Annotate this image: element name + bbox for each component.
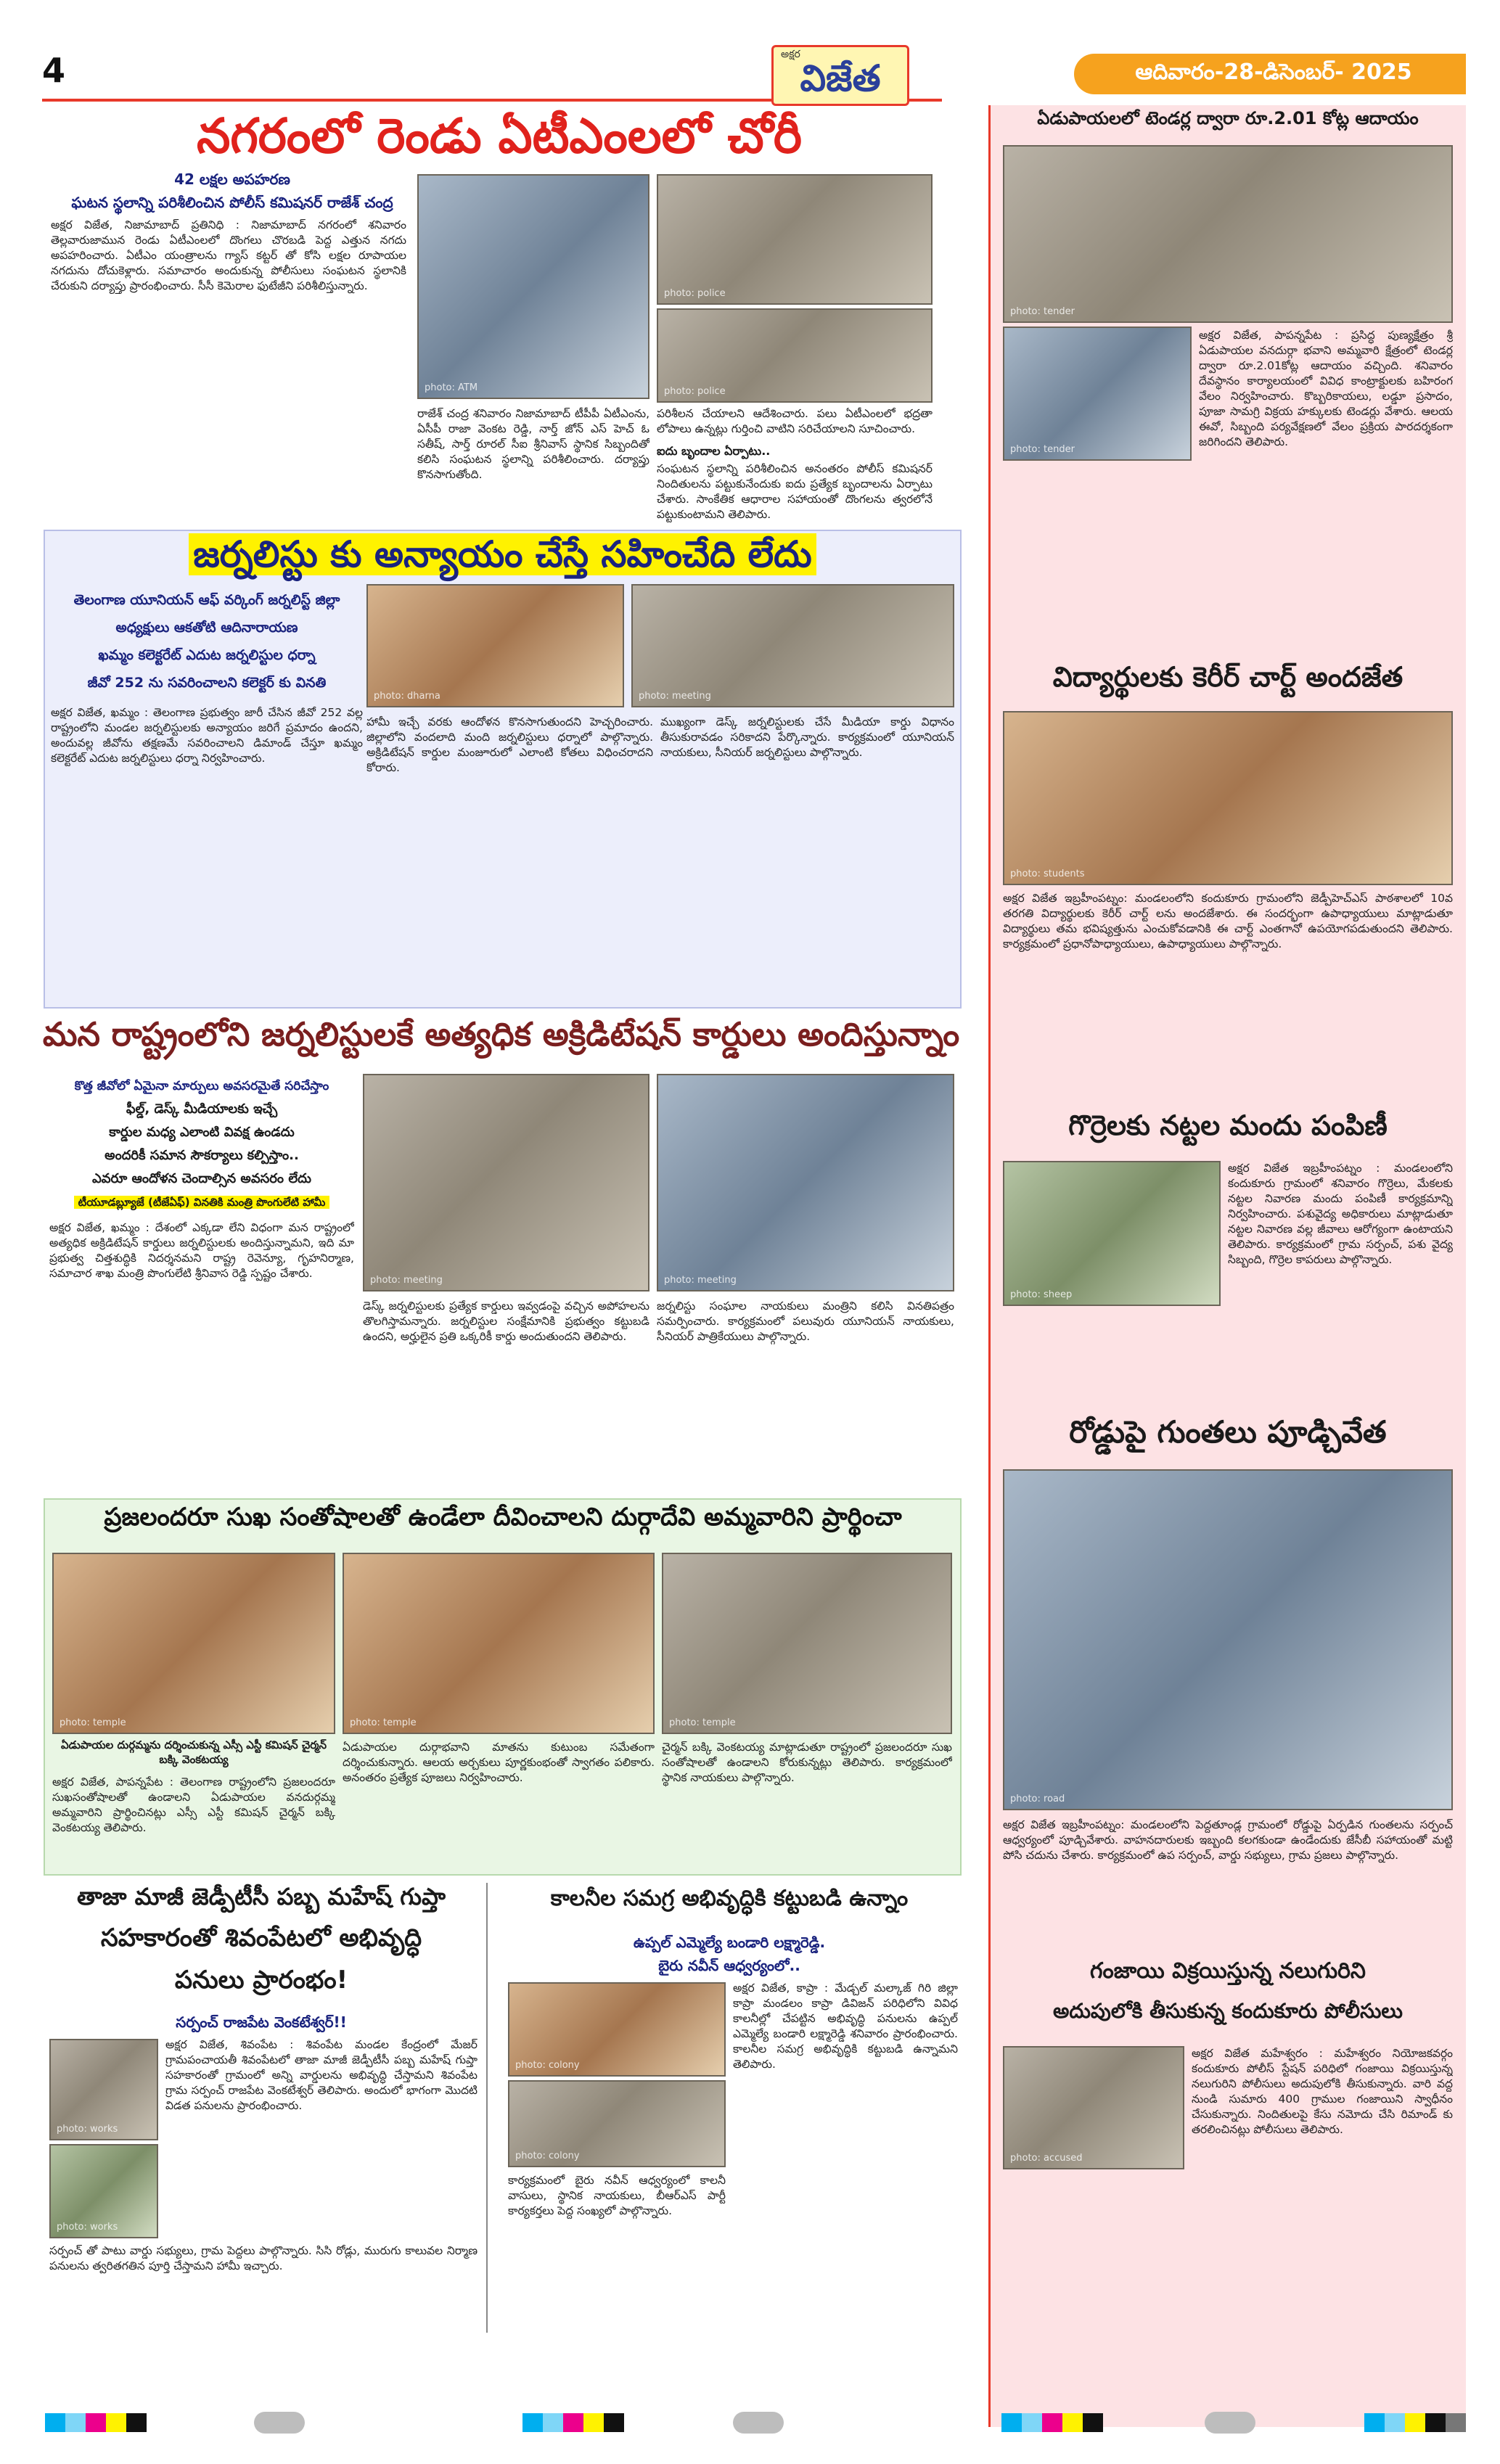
reg-yellow bbox=[1062, 2413, 1083, 2432]
story1-sub2: ఘటన స్థలాన్ని పరిశీలించిన పోలీస్ కమిషనర్ రాజేశ్ చంద్ర bbox=[71, 194, 393, 211]
reg-light-cyan bbox=[1022, 2413, 1042, 2432]
photo-label: photo: temple bbox=[350, 1717, 417, 1728]
story3-headline: మన రాష్ట్రంలోని జర్నలిస్టులకే అత్యధిక అక్రిడిటేషన్ కార్డులు అందిస్తున్నాం bbox=[42, 1015, 960, 1054]
story2-body: అక్షర విజేత, ఖమ్మం : తెలంగాణ ప్రభుత్వం జారీ చేసిన జీవో 252 వల్ల రాష్ట్రంలోని మండల జర్నలిస్టులకు అన్యాయం జరిగే ప్రమాదం ఉందని, అందువల్ల జీవోను తక్షణమే సవరించాలని డిమాండ్ చేస్తూ ఖమ్మం కలెక్టరేట్ ఎదుట జర్నలిస్టులు ధర్నా నిర్వహించారు. bbox=[51, 706, 363, 765]
photo-label: photo: ATM bbox=[425, 382, 478, 393]
story2-body3: ముఖ్యంగా డెస్క్ జర్నలిస్టులకు చేసే మీడియా కార్డు విధానం తీసుకురావడం సరికాదని పేర్కొన్నారు. కార్యక్రమంలో యూనియన్ నాయకులు, సీనియర్ జర్నలిస్టులు పాల్గొన్నారు. bbox=[660, 715, 954, 759]
story3-photo-2 bbox=[657, 1074, 954, 1291]
story5-headline2: సహకారంతో శివంపేటలో అభివృద్ధి bbox=[100, 1923, 422, 1952]
story1-body: అక్షర విజేత, నిజామాబాద్ ప్రతినిధి : నిజామాబాద్ నగరంలో శనివారం తెల్లవారుజామున రెండు ఏటీఎంలలో దొంగలు చొరబడి పెద్ద ఎత్తున నగదు అపహరించారు. ఏటీఎం యంత్రాలను గ్యాస్ కట్టర్ తో కోసి లక్షల రూపాయల నగదును దోచుకెళ్లారు. సమాచారం అందుకున్న పోలీసులు సంఘటన స్థలానికి చేరుకుని దర్యాప్తు ప్రారంభించారు. సీసీ కెమెరాల ఫుటేజీని పరిశీలిస్తున్నారు. bbox=[51, 218, 406, 292]
story4-caption: ఏడుపాయల దుర్గమ్మను దర్శించుకున్న ఎస్సీ ఎస్టీ కమిషన్ చైర్మన్ బక్కి వెంకటయ్య bbox=[60, 1738, 327, 1766]
story4-body3: చైర్మన్ బక్కి వెంకటయ్య మాట్లాడుతూ రాష్ట్రంలో ప్రజలందరూ సుఖ సంతోషాలతో ఉండాలని కోరుకున్నట్లు తెలిపారు. కార్యక్రమంలో స్థానిక నాయకులు పాల్గొన్నారు. bbox=[662, 1741, 952, 1784]
story3-body3: జర్నలిస్టు సంఘాల నాయకులు మంత్రిని కలిసి వినతిపత్రం సమర్పించారు. కార్యక్రమంలో పలువురు యూనియన్ నాయకులు, సీనియర్ పాత్రికేయులు పాల్గొన్నారు. bbox=[657, 1299, 954, 1343]
story3-photo-1 bbox=[363, 1074, 649, 1291]
reg-gray bbox=[1446, 2413, 1466, 2432]
story2-sub3: ఖమ్మం కలెక్టరేట్ ఎదుట జర్నలిస్టుల ధర్నా bbox=[98, 647, 316, 663]
story4-body: అక్షర విజేత, పాపన్నపేట : తెలంగాణ రాష్ట్రంలోని ప్రజలందరూ సుఖసంతోషాలతో ఉండాలని ఏడుపాయల వనదుర్గమ్మ అమ్మవారిని ప్రార్థించినట్లు ఎస్సీ ఎస్టీ కమిషన్ చైర్మన్ బక్కి వెంకటయ్య తెలిపారు. bbox=[52, 1775, 335, 1834]
story4-photo-1 bbox=[52, 1553, 335, 1734]
story6-headline: కాలనీల సమగ్ర అభివృద్ధికి కట్టుబడి ఉన్నాం bbox=[550, 1886, 909, 1911]
logo-text: విజేత bbox=[800, 57, 881, 99]
registration-oval bbox=[733, 2412, 784, 2434]
reg-light-cyan bbox=[1385, 2413, 1405, 2432]
date-line: ఆదివారం-28-డిసెంబర్- 2025 bbox=[1135, 59, 1412, 85]
photo-label: photo: sheep bbox=[1010, 1289, 1073, 1300]
story4-body2: ఏడుపాయల దుర్గాభవాని మాతను కుటుంబ సమేతంగా దర్శించుకున్నారు. ఆలయ అర్చకులు పూర్ణకుంభంతో స్వాగతం పలికారు. అనంతరం ప్రత్యేక పూజలు నిర్వహించారు. bbox=[343, 1741, 655, 1784]
story1-inner-head: ఐదు బృందాల ఏర్పాటు.. bbox=[657, 444, 771, 458]
right5-headline1: గంజాయి విక్రయిస్తున్న నలుగురిని bbox=[1090, 1958, 1366, 1984]
story2-sub2: అధ్యక్షులు ఆకతోటి ఆదినారాయణ bbox=[115, 620, 298, 636]
story5-sub: సర్పంచ్ రాజపేట వెంకటేశ్వర్!! bbox=[176, 2013, 347, 2031]
story3-sub5: ఎవరూ ఆందోళన చెందాల్సిన అవసరం లేదు bbox=[91, 1171, 312, 1186]
photo-label: photo: works bbox=[57, 2222, 118, 2233]
right2-photo bbox=[1003, 711, 1453, 885]
story4-headline: ప్రజలందరూ సుఖ సంతోషాలతో ఉండేలా దీవించాలని దుర్గాదేవి అమ్మవారిని ప్రార్థించా bbox=[104, 1503, 902, 1532]
reg-black bbox=[1425, 2413, 1446, 2432]
reg-light-cyan bbox=[543, 2413, 563, 2432]
story3-sub2: ఫీల్డ్, డెస్క్ మీడియాలకు ఇచ్చే bbox=[126, 1101, 278, 1117]
story2-photo-meeting bbox=[631, 584, 954, 707]
story6-photo-1 bbox=[508, 1982, 726, 2077]
right2-body: అక్షర విజేత ఇబ్రహీంపట్నం: మండలంలోని కందుకూరు గ్రామంలోని జెడ్పీహెచ్ఎస్ పాఠశాలలో 10వ తరగతి విద్యార్థులకు కెరీర్ చార్ట్ లను అందజేశారు. ఈ సందర్భంగా ఉపాధ్యాయులు మాట్లాడుతూ విద్యార్థులు తమ భవిష్యత్తును ఎంచుకోవడానికి ఈ చార్ట్ ఎంతగానో ఉపయోగపడుతుందని తెలిపారు. కార్యక్రమంలో ప్రధానోపాధ్యాయులు, ఉపాధ్యాయులు పాల్గొన్నారు. bbox=[1003, 892, 1453, 950]
reg-cyan bbox=[1364, 2413, 1385, 2432]
right4-headline: రోడ్డుపై గుంతలు పూడ్చివేత bbox=[1069, 1414, 1387, 1450]
story6-body2: కార్యక్రమంలో బైరు నవీన్ ఆధ్వర్యంలో కాలనీ వాసులు, స్థానిక నాయకులు, బీఆర్ఎస్ పార్టీ కార్యకర్తలు పెద్ద సంఖ్యలో పాల్గొన్నారు. bbox=[508, 2174, 726, 2217]
story1-sub1: 42 లక్షల అపహరణ bbox=[174, 171, 290, 188]
right1-photo-2 bbox=[1003, 327, 1192, 461]
story1-photo-police-2 bbox=[657, 308, 933, 403]
story3-sub6 bbox=[49, 1190, 354, 1215]
registration-marks-mid bbox=[522, 2413, 624, 2432]
photo-label: photo: temple bbox=[60, 1717, 126, 1728]
reg-black bbox=[604, 2413, 624, 2432]
reg-black bbox=[126, 2413, 147, 2432]
reg-yellow bbox=[1405, 2413, 1425, 2432]
right3-photo bbox=[1003, 1161, 1221, 1306]
reg-cyan bbox=[1001, 2413, 1022, 2432]
story5-photo-2 bbox=[49, 2144, 158, 2238]
story3-body2: డెస్క్ జర్నలిస్టులకు ప్రత్యేక కార్డులు ఇవ్వడంపై వచ్చిన అపోహలను తొలగిస్తామన్నారు. జర్నలిస్టుల సంక్షేమానికి ప్రభుత్వం కట్టుబడి ఉందని, అర్హులైన ప్రతి ఒక్కరికీ కార్డు అందుతుందని తెలిపారు. bbox=[363, 1299, 649, 1343]
story1-headline: నగరంలో రెండు ఏటీఎంలలో చోరీ bbox=[196, 108, 802, 164]
story3-sub1: కొత్త జీవోలో ఏమైనా మార్పులు అవసరమైతే సరిచేస్తాం bbox=[74, 1079, 329, 1093]
right1-photo-1 bbox=[1003, 145, 1453, 323]
story5-headline3: పనులు ప్రారంభం! bbox=[174, 1966, 348, 1995]
story5-headline1: తాజా మాజీ జెడ్పీటీసీ పబ్బ మహేష్ గుప్తా bbox=[77, 1883, 446, 1910]
masthead-logo bbox=[771, 45, 909, 106]
story3-sub3: కార్డుల మధ్య ఎలాంటి వివక్ష ఉండదు bbox=[109, 1125, 295, 1140]
story1-body3: పరిశీలన చేయాలని ఆదేశించారు. పలు ఏటీఎంలలో భద్రతా లోపాలు ఉన్నట్లు గుర్తించి వాటిని సరిచేయాలని సూచించారు. bbox=[657, 407, 933, 435]
story6-body: అక్షర విజేత, కాప్రా : మేడ్చల్ మల్కాజ్ గిరి జిల్లా కాప్రా మండలం కాప్రా డివిజన్ పరిధిలోని వివిధ కాలనీల్లో చేపట్టిన అభివృద్ధి పనులను ఉప్పల్ ఎమ్మెల్యే బండారి లక్ష్మారెడ్డి శనివారం ప్రారంభించారు. కాలనీల సమగ్ర అభివృద్ధికి కట్టుబడి ఉన్నామని తెలిపారు. bbox=[733, 1982, 958, 2071]
photo-label: photo: tender bbox=[1010, 444, 1075, 455]
story5-body2: సర్పంచ్ తో పాటు వార్డు సభ్యులు, గ్రామ పెద్దలు పాల్గొన్నారు. సిసి రోడ్లు, మురుగు కాలువల నిర్మాణ పనులను త్వరితగతిన పూర్తి చేస్తామని హామీ ఇచ్చారు. bbox=[49, 2244, 478, 2272]
reg-cyan bbox=[522, 2413, 543, 2432]
reg-magenta bbox=[563, 2413, 583, 2432]
right1-headline: ఏడుపాయలలో టెండర్ల ద్వారా రూ.2.01 కోట్ల ఆదాయం bbox=[1037, 108, 1419, 128]
story4-photo-3 bbox=[662, 1553, 952, 1734]
story3-sub4: అందరికీ సమాన సౌకర్యాలు కల్పిస్తాం.. bbox=[104, 1148, 299, 1163]
story3-sub6-text: టీయూడబ్ల్యూజే (టీజేఏఫ్) వినతికి మంత్రి పొంగులేటి హామీ bbox=[74, 1196, 330, 1209]
reg-black bbox=[1083, 2413, 1103, 2432]
right5-photo bbox=[1003, 2046, 1184, 2169]
right4-photo bbox=[1003, 1469, 1453, 1810]
story2-body2: హామీ ఇచ్చే వరకు ఆందోళన కొనసాగుతుందని హెచ్చరించారు. జిల్లాలోని వందలాది మంది జర్నలిస్టులు ధర్నాలో పాల్గొన్నారు. అక్రిడిటేషన్ కార్డుల మంజూరులో ఎలాంటి కోతలు విధించరాదని కోరారు. bbox=[366, 715, 653, 774]
reg-magenta bbox=[1042, 2413, 1062, 2432]
right5-body: అక్షర విజేత మహేశ్వరం : మహేశ్వరం నియోజకవర్గం కందుకూరు పోలీస్ స్టేషన్ పరిధిలో గంజాయి విక్రయిస్తున్న నలుగురిని పోలీసులు అదుపులోకి తీసుకున్నారు. వారి వద్ద నుండి సుమారు 400 గ్రాముల గంజాయిని స్వాధీనం చేసుకున్నారు. నిందితులపై కేసు నమోదు చేసి రిమాండ్ కు తరలించినట్లు పోలీసులు తెలిపారు. bbox=[1192, 2047, 1453, 2136]
story1-body2: రాజేశ్ చంద్ర శనివారం నిజామాబాద్ టీపీపీ ఏటీఎంను, ఏసీపీ రాజా వెంకట రెడ్డి, నార్త్ జోన్ ఎస్ హెచ్ ఓ సతీష్, సార్త్ రూరల్ సీఐ శ్రీనివాస్ స్థానిక సిబ్బందితో కలిసి సంఘటన స్థలాన్ని పరిశీలించారు. దర్యాప్తు కొనసాగుతోంది. bbox=[417, 407, 649, 481]
reg-magenta bbox=[86, 2413, 106, 2432]
page-number: 4 bbox=[42, 51, 66, 90]
right3-headline: గొర్రెలకు నట్టల మందు పంపిణీ bbox=[1068, 1109, 1388, 1141]
photo-label: photo: meeting bbox=[639, 691, 711, 702]
reg-cyan bbox=[45, 2413, 65, 2432]
photo-label: photo: police bbox=[664, 386, 726, 397]
story2-sub1: తెలంగాణ యూనియన్ ఆఫ్ వర్కింగ్ జర్నలిస్ట్ జిల్లా bbox=[73, 592, 340, 608]
story2-photo-dharna bbox=[366, 584, 624, 707]
logo-small: అక్షర bbox=[781, 49, 800, 60]
right5-headline2: అదుపులోకి తీసుకున్న కందుకూరు పోలీసులు bbox=[1053, 1999, 1403, 2023]
reg-yellow bbox=[106, 2413, 126, 2432]
photo-label: photo: colony bbox=[515, 2060, 580, 2071]
photo-label: photo: students bbox=[1010, 868, 1085, 879]
story1-photo-police-1 bbox=[657, 174, 933, 305]
photo-label: photo: police bbox=[664, 288, 726, 299]
photo-label: photo: road bbox=[1010, 1794, 1065, 1804]
story6-sub2: బైరు నవీన్ ఆధ్వర్యంలో.. bbox=[658, 1957, 800, 1974]
column-divider bbox=[486, 1883, 488, 2333]
registration-oval bbox=[254, 2412, 305, 2434]
photo-label: photo: temple bbox=[669, 1717, 736, 1728]
story5-photo-1 bbox=[49, 2039, 158, 2140]
photo-label: photo: accused bbox=[1010, 2153, 1083, 2164]
story2-headline-text: జర్నలిస్టు కు అన్యాయం చేస్తే సహించేది లేదు bbox=[189, 533, 816, 575]
right1-body: అక్షర విజేత, పాపన్నపేట : ప్రసిద్ధ పుణ్యక్షేత్రం శ్రీ ఏడుపాయల వనదుర్గా భవాని అమ్మవారి క్షేత్రంలో టెండర్ల ద్వారా రూ.2.01కోట్ల ఆదాయం వచ్చింది. శనివారం దేవస్థానం కార్యాలయంలో వివిధ కాంట్రాక్టులకు బహిరంగ వేలం నిర్వహించారు. కొబ్బరికాయలు, లడ్డూ ప్రసాదం, పూజా సామగ్రి విక్రయ హక్కులకు టెండర్లు వేశారు. ఆలయ ఈవో, సిబ్బంది పర్యవేక్షణలో వేలం ప్రక్రియ పారదర్శకంగా జరిగిందని తెలిపారు. bbox=[1199, 329, 1453, 448]
photo-label: photo: tender bbox=[1010, 306, 1075, 317]
photo-label: photo: colony bbox=[515, 2151, 580, 2161]
story2-sub4: జీవో 252 ను సవరించాలని కలెక్టర్ కు వినతి bbox=[87, 675, 327, 691]
right3-body: అక్షర విజేత ఇబ్రహీంపట్నం : మండలంలోని కందుకూరు గ్రామంలో శనివారం గొర్రెలు, మేకలకు నట్టల నివారణ మందు పంపిణీ కార్యక్రమాన్ని నిర్వహించారు. పశువైద్య అధికారులు మాట్లాడుతూ నట్టల నివారణ వల్ల జీవాలు ఆరోగ్యంగా ఉంటాయని తెలిపారు. కార్యక్రమంలో గ్రామ సర్పంచ్, పశు వైద్య సిబ్బంది, గొర్రెల కాపరులు పాల్గొన్నారు. bbox=[1228, 1162, 1453, 1266]
reg-light-cyan bbox=[65, 2413, 86, 2432]
right4-body: అక్షర విజేత ఇబ్రహీంపట్నం: మండలంలోని పెద్దతూండ్ల గ్రామంలో రోడ్డుపై ఏర్పడిన గుంతలను సర్పంచ్ ఆధ్వర్యంలో పూడ్చివేశారు. వాహనదారులకు ఇబ్బంది కలగకుండా ఉండేందుకు జేసీబీ సహాయంతో మట్టి పోసి చదును చేశారు. కార్యక్రమంలో ఉప సర్పంచ్, వార్డు సభ్యులు, గ్రామ ప్రజలు పాల్గొన్నారు. bbox=[1003, 1818, 1453, 1862]
photo-label: photo: works bbox=[57, 2124, 118, 2135]
story3-body: అక్షర విజేత, ఖమ్మం : దేశంలో ఎక్కడా లేని విధంగా మన రాష్ట్రంలో అత్యధిక అక్రిడిటేషన్ కార్డులు జర్నలిస్టులకు అందిస్తున్నామని, ఇది మా ప్రభుత్వ చిత్తశుద్ధికి నిదర్శనమని రాష్ట్ర రెవెన్యూ, గృహనిర్మాణ, సమాచార శాఖ మంత్రి పొంగులేటి శ్రీనివాస రెడ్డి స్పష్టం చేశారు. bbox=[49, 1221, 354, 1280]
registration-marks-far-right bbox=[1364, 2413, 1466, 2432]
registration-oval bbox=[1205, 2412, 1255, 2434]
reg-yellow bbox=[583, 2413, 604, 2432]
story1-photo-atm bbox=[417, 174, 649, 399]
right2-headline: విద్యార్థులకు కెరీర్ చార్ట్ అందజేత bbox=[1052, 661, 1403, 693]
photo-label: photo: meeting bbox=[370, 1275, 443, 1286]
registration-marks-left bbox=[45, 2413, 147, 2432]
story1-body4: సంఘటన స్థలాన్ని పరిశీలించిన అనంతరం పోలీస్ కమిషనర్ నిందితులను పట్టుకునేందుకు ఐదు ప్రత్యేక బృందాలను ఏర్పాటు చేశారు. సాంకేతిక ఆధారాల సహాయంతో దొంగలను త్వరలోనే పట్టుకుంటామని తెలిపారు. bbox=[657, 462, 933, 521]
photo-label: photo: dharna bbox=[374, 691, 440, 702]
story2-headline bbox=[54, 534, 951, 585]
story5-body: అక్షర విజేత, శివంపేట : శివంపేట మండల కేంద్రంలో మేజర్ గ్రామపంచాయతీ శివంపేటలో తాజా మాజీ జెడ్పీటీసీ పబ్బ మహేష్ గుప్తా సహకారంతో గ్రామంలో అన్ని వార్డులను అభివృద్ధి చేస్తామని శివంపేట గ్రామ సర్పంచ్ రాజపేట వెంకటేశ్వర్ తెలిపారు. అందులో భాగంగా మొదటి విడత పనులను ప్రారంభించారు. bbox=[165, 2038, 478, 2112]
registration-marks-right bbox=[1001, 2413, 1103, 2432]
story6-sub1: ఉప్పల్ ఎమ్మెల్యే బండారి లక్ష్మారెడ్డి. bbox=[633, 1934, 826, 1951]
photo-label: photo: meeting bbox=[664, 1275, 737, 1286]
story6-photo-2 bbox=[508, 2080, 726, 2167]
story4-photo-2 bbox=[343, 1553, 655, 1734]
